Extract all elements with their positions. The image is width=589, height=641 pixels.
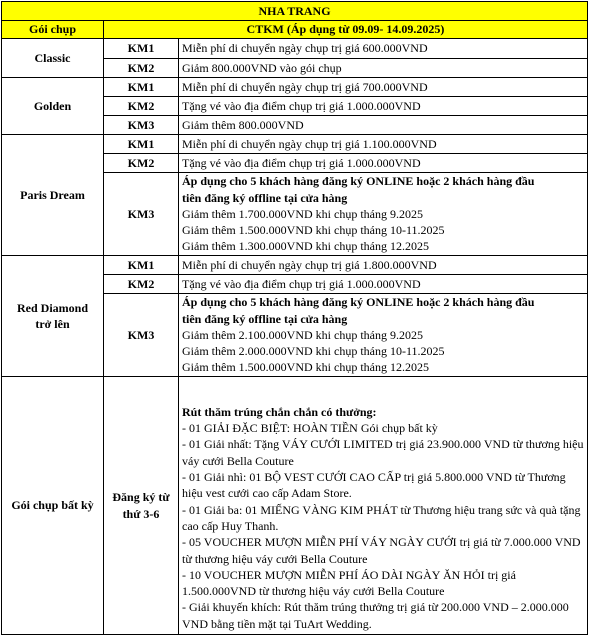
package-name-line: Red Diamond <box>16 300 88 315</box>
package-any: Gói chụp bất kỳ <box>2 377 104 635</box>
registration-line: thứ 3-6 <box>122 506 160 521</box>
promo-detail: Giảm 800.000VND vào gói chụp <box>179 59 588 78</box>
lucky-draw-detail <box>179 377 588 635</box>
promo-detail: Miễn phí di chuyển ngày chụp trị giá 600.000VND <box>179 39 588 59</box>
promo-detail-multi <box>179 294 588 377</box>
promo-code: KM2 <box>104 97 179 116</box>
promo-detail: Tặng vé vào địa điểm chụp trị giá 1.000.000VND <box>179 154 588 173</box>
promo-code: KM1 <box>104 39 179 59</box>
header-promo-period: CTKM (Áp dụng từ 09.09- 14.09.2025) <box>104 21 588 39</box>
prize-line: - 01 Giải ba: 01 MIẾNG VÀNG KIM PHÁT từ Thương hiệu trang sức và quà tặng cao cấp Huy Thanh. <box>182 502 581 533</box>
package-paris-dream: Paris Dream <box>2 135 104 256</box>
prize-line: - 05 VOUCHER MƯỢN MIỄN PHÍ VÁY NGÀY CƯỚI trị giá từ 7.000.000 VND từ thương hiệu váy cưới Bella Couture <box>182 535 581 566</box>
promo-detail: Miễn phí di chuyển ngày chụp trị giá 1.100.000VND <box>179 135 588 154</box>
promo-condition-line: Áp dụng cho 5 khách hàng đăng ký ONLINE hoặc 2 khách hàng đầu <box>182 295 535 310</box>
promo-code: KM3 <box>104 116 179 135</box>
prize-line: - 01 Giải nhì: 01 BỘ VEST CƯỚI CAO CẤP trị giá 5.800.000 VND từ Thương hiệu vest cưới cao cấp Adam Store. <box>182 470 566 501</box>
prize-line: - 01 Giải nhất: Tặng VÁY CƯỚI LIMITED trị giá 23.900.000 VND từ thương hiệu váy cưới Bella Couture <box>182 437 584 468</box>
promo-table <box>1 1 588 635</box>
promo-condition-line: tiên đăng ký offline tại cửa hàng <box>182 311 348 326</box>
promo-condition-line: Áp dụng cho 5 khách hàng đăng ký ONLINE hoặc 2 khách hàng đầu <box>182 174 535 189</box>
promo-discount-line: Giảm thêm 2.100.000VND khi chụp tháng 9.2025 <box>182 327 423 342</box>
promo-code: KM1 <box>104 135 179 154</box>
package-classic: Classic <box>2 39 104 78</box>
promo-code: KM1 <box>104 256 179 275</box>
promo-detail: Giảm thêm 800.000VND <box>179 116 588 135</box>
promo-detail: Tặng vé vào địa điểm chụp trị giá 1.000.000VND <box>179 97 588 116</box>
registration-window <box>104 377 179 635</box>
promo-code: KM3 <box>104 173 179 256</box>
promo-discount-line: Giảm thêm 1.500.000VND khi chụp tháng 12.2025 <box>182 360 429 375</box>
promo-discount-line: Giảm thêm 2.000.000VND khi chụp tháng 10-11.2025 <box>182 344 445 359</box>
prize-line: - Giải khuyến khích: Rút thăm trúng thưởng trị giá từ 200.000 VND – 2.000.000 VND bằng tiền mặt tại TuArt Wedding. <box>182 600 569 631</box>
promo-code: KM1 <box>104 78 179 97</box>
promo-code: KM2 <box>104 275 179 294</box>
promo-detail: Miễn phí di chuyển ngày chụp trị giá 700.000VND <box>179 78 588 97</box>
header-package: Gói chụp <box>2 21 104 39</box>
promo-discount-line: Giảm thêm 1.700.000VND khi chụp tháng 9.2025 <box>182 206 423 221</box>
lucky-draw-heading: Rút thăm trúng chắn chắn có thưởng: <box>182 404 377 419</box>
promo-code: KM2 <box>104 154 179 173</box>
prize-line: - 10 VOUCHER MƯỢN MIỄN PHÍ ÁO DÀI NGÀY ĂN HỎI trị giá 1.500.000VND từ thương hiệu váy cưới Bella Couture <box>182 567 516 599</box>
package-golden: Golden <box>2 78 104 135</box>
promo-code: KM3 <box>104 294 179 377</box>
table-title: NHA TRANG <box>2 2 588 21</box>
promo-discount-line: Giảm thêm 1.300.000VND khi chụp tháng 12.2025 <box>182 239 429 254</box>
package-name-line: trở lên <box>35 317 70 331</box>
promo-detail-multi <box>179 173 588 256</box>
promo-detail: Miễn phí di chuyển ngày chụp trị giá 1.800.000VND <box>179 256 588 275</box>
promo-code: KM2 <box>104 59 179 78</box>
registration-line: Đăng ký từ <box>112 490 170 505</box>
promo-detail: Tặng vé vào địa điểm chụp trị giá 1.000.000VND <box>179 275 588 294</box>
promo-discount-line: Giảm thêm 1.500.000VND khi chụp tháng 10-11.2025 <box>182 223 445 238</box>
promo-condition-line: tiên đăng ký offline tại cửa hàng <box>182 190 348 205</box>
package-red-diamond <box>2 256 104 377</box>
prize-line: - 01 GIẢI ĐẶC BIỆT: HOÀN TIỀN Gói chụp bất kỳ <box>182 421 438 436</box>
